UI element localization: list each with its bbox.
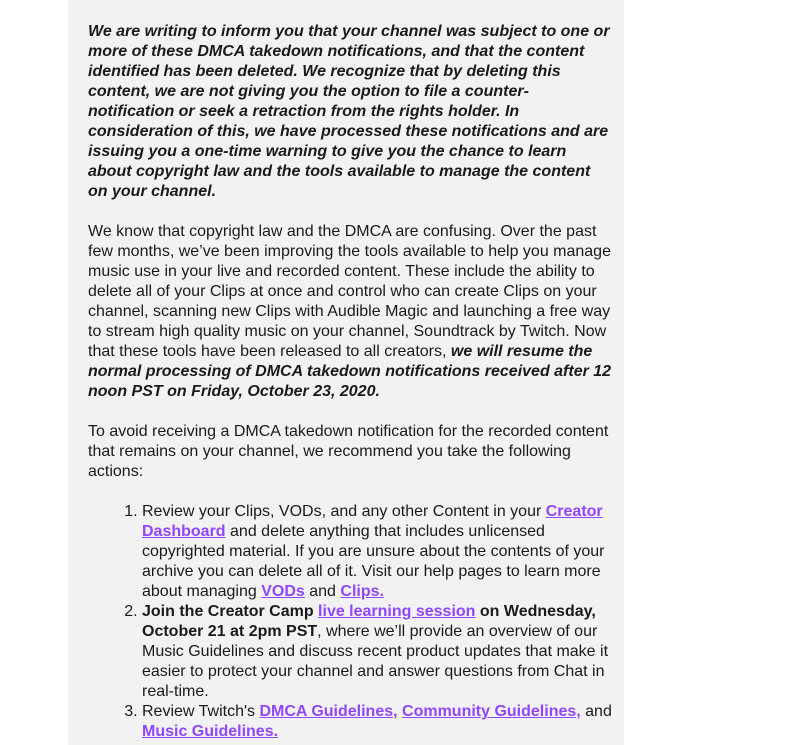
vods-link[interactable]: VODs <box>261 583 305 600</box>
action-1-text-a: Review your Clips, VODs, and any other Content in your <box>142 503 542 520</box>
actions-list <box>88 502 613 742</box>
action-3-and: and <box>585 703 612 720</box>
tools-emphasis: we will resume the normal processing of DMCA takedown notifications received after 12 noon PST on Friday, October 23, 2020. <box>88 343 612 400</box>
action-item-2 <box>142 602 613 702</box>
email-content <box>88 22 613 742</box>
action-item-1 <box>142 502 613 602</box>
intro-paragraph: We are writing to inform you that your channel was subject to one or more of these DMCA takedown notifications, and that the content identified has been deleted. We recognize that by deleting this content, we are not giving you the option to file a counter-notification or seek a retraction from the rights holder. In consideration of this, we have processed these notifications and are issuing you a one-time warning to give you the chance to learn about copyright law and the tools available to manage the content on your channel. <box>88 23 610 200</box>
creator-dashboard-link[interactable]: Creator Dashboard <box>142 503 603 540</box>
action-1-text-b: and delete anything that includes unlicensed copyrighted material. If you are unsure about the contents of your archive you can delete all of it. Visit our help pages to learn more about managing <box>142 523 605 600</box>
tools-paragraph <box>88 222 613 402</box>
action-2-bold-b: on Wednesday, October 21 at 2pm PST <box>142 603 596 640</box>
live-learning-session-link[interactable]: live learning session <box>318 603 476 620</box>
action-3-text-a: Review Twitch's <box>142 703 256 720</box>
action-2-bold-a: Join the Creator Camp <box>142 603 314 620</box>
dmca-guidelines-link[interactable]: DMCA Guidelines, <box>259 703 398 720</box>
tools-text: We know that copyright law and the DMCA are confusing. Over the past few months, we’ve been improving the tools available to help you manage music use in your live and recorded content. These include the ability to delete all of your Clips at once and control who can create Clips on your channel, scanning new Clips with Audible Magic and launching a free way to stream high quality music on your channel, Soundtrack by Twitch. Now that these tools have been released to all creators, <box>88 223 611 360</box>
action-item-3 <box>142 702 613 742</box>
action-2-text: , where we’ll provide an overview of our Music Guidelines and discuss recent product updates that make it easier to protect your channel and answer questions from Chat in real-time. <box>142 623 609 700</box>
recommend-paragraph: To avoid receiving a DMCA takedown notification for the recorded content that remains on your channel, we recommend you take the following actions: <box>88 423 609 480</box>
music-guidelines-link[interactable]: Music Guidelines. <box>142 723 279 740</box>
clips-link[interactable]: Clips. <box>340 583 384 600</box>
action-1-and: and <box>309 583 336 600</box>
community-guidelines-link[interactable]: Community Guidelines, <box>402 703 581 720</box>
